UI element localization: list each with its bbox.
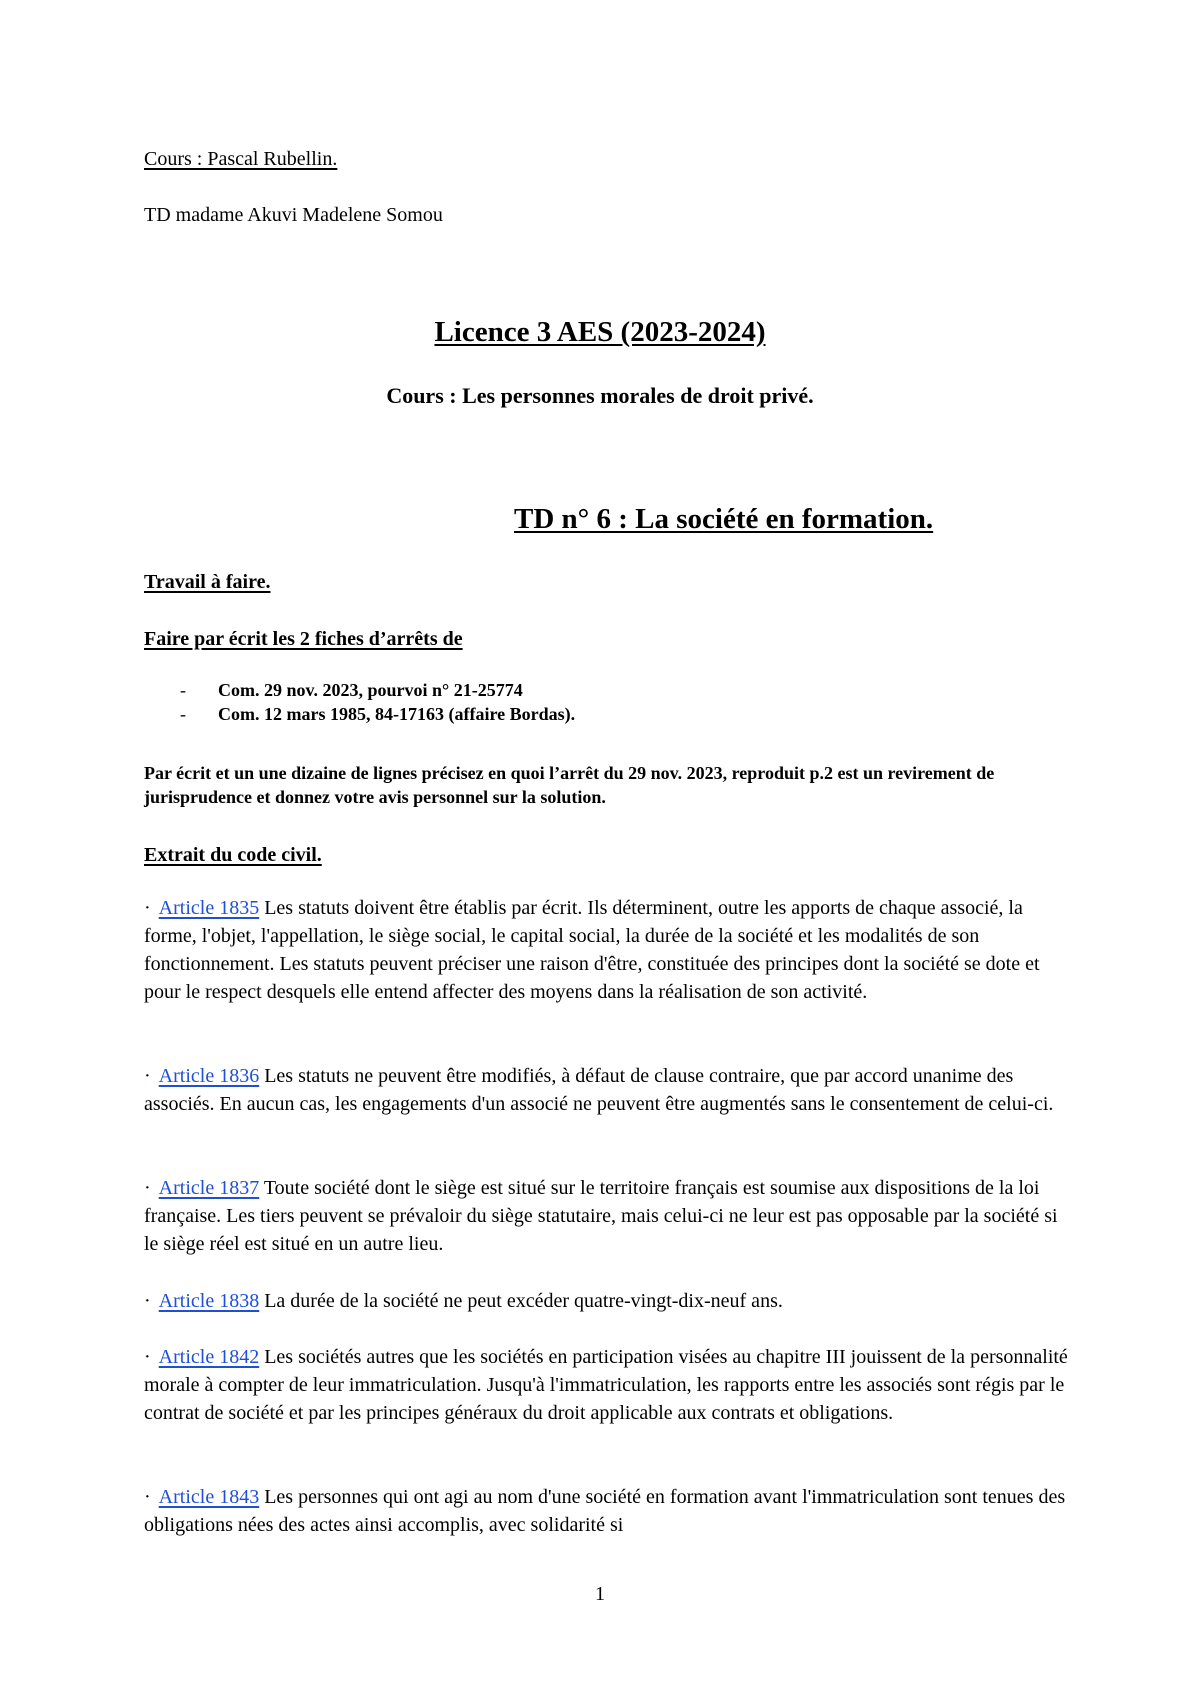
- case-item: [180, 702, 575, 726]
- assignment-instruction: Par écrit et un une dizaine de lignes précisez en quoi l’arrêt du 29 nov. 2023, reproduit p.2 est un revirement de jurisprudence et donnez votre avis personnel sur la solution.: [144, 763, 995, 807]
- work-heading: Travail à faire.: [144, 571, 271, 593]
- course-subtitle: Cours : Les personnes morales de droit privé.: [386, 383, 814, 408]
- article-link[interactable]: Article 1842: [158, 1346, 260, 1368]
- bullet-dot: ·: [144, 897, 151, 919]
- article-paragraph: [144, 1483, 1074, 1539]
- article-text: Les sociétés autres que les sociétés en participation visées au chapitre III jouissent de la personnalité morale à compter de leur immatriculation. Jusqu'à l'immatriculation, les rapports entre les associés sont régis par le contrat de société et par les principes généraux du droit applicable aux contrats et obligations.: [144, 1346, 1068, 1424]
- article-text: Les personnes qui ont agi au nom d'une société en formation avant l'immatriculation sont tenues des obligations nées des actes ainsi accomplis, avec solidarité si: [144, 1486, 1066, 1536]
- task-heading: Faire par écrit les 2 fiches d’arrêts de: [144, 628, 463, 650]
- case-reference: Com. 12 mars 1985, 84-17163 (affaire Bordas).: [218, 704, 576, 724]
- article-text: La durée de la société ne peut excéder quatre-vingt-dix-neuf ans.: [264, 1290, 783, 1312]
- course-instructor-line: Cours : Pascal Rubellin.: [144, 148, 338, 170]
- article-text: Les statuts doivent être établis par écrit. Ils déterminent, outre les apports de chaque associé, la forme, l'objet, l'appellation, le siège social, le capital social, la durée de la société et les modalités de son fonctionnement. Les statuts peuvent préciser une raison d'être, constituée des principes dont la société se dote et pour le respect desquels elle entend affecter des moyens dans la réalisation de son activité.: [144, 897, 1040, 1003]
- case-reference: Com. 29 nov. 2023, pourvoi n° 21-25774: [218, 680, 523, 700]
- article-paragraph: [144, 1343, 1074, 1427]
- td-title: TD n° 6 : La société en formation.: [514, 503, 934, 535]
- case-list: [180, 678, 575, 726]
- bullet-dot: ·: [144, 1290, 151, 1312]
- document-title: Licence 3 AES (2023-2024): [434, 316, 766, 348]
- article-paragraph: [144, 1174, 1074, 1258]
- bullet-dot: ·: [144, 1486, 151, 1508]
- bullet-dot: ·: [144, 1177, 151, 1199]
- case-item: [180, 678, 575, 702]
- dash-bullet: -: [180, 704, 186, 724]
- article-paragraph: [144, 1287, 1074, 1315]
- article-link[interactable]: Article 1837: [158, 1177, 260, 1199]
- article-link[interactable]: Article 1843: [158, 1486, 260, 1508]
- code-civil-heading: Extrait du code civil.: [144, 844, 322, 866]
- article-link[interactable]: Article 1835: [158, 897, 260, 919]
- article-link[interactable]: Article 1836: [158, 1065, 260, 1087]
- article-paragraph: [144, 1062, 1074, 1118]
- article-text: Les statuts ne peuvent être modifiés, à défaut de clause contraire, que par accord unanime des associés. En aucun cas, les engagements d'un associé ne peuvent être augmentés sans le consentement de celui-ci.: [144, 1065, 1054, 1115]
- bullet-dot: ·: [144, 1346, 151, 1368]
- td-instructor-line: TD madame Akuvi Madelene Somou: [144, 204, 443, 226]
- page-number: 1: [595, 1583, 605, 1605]
- article-text: Toute société dont le siège est situé sur le territoire français est soumise aux dispositions de la loi française. Les tiers peuvent se prévaloir du siège statutaire, mais celui-ci ne leur est pas opposable par la société si le siège réel est situé en un autre lieu.: [144, 1177, 1058, 1255]
- article-paragraph: [144, 894, 1074, 1006]
- article-link[interactable]: Article 1838: [158, 1290, 260, 1312]
- dash-bullet: -: [180, 680, 186, 700]
- bullet-dot: ·: [144, 1065, 151, 1087]
